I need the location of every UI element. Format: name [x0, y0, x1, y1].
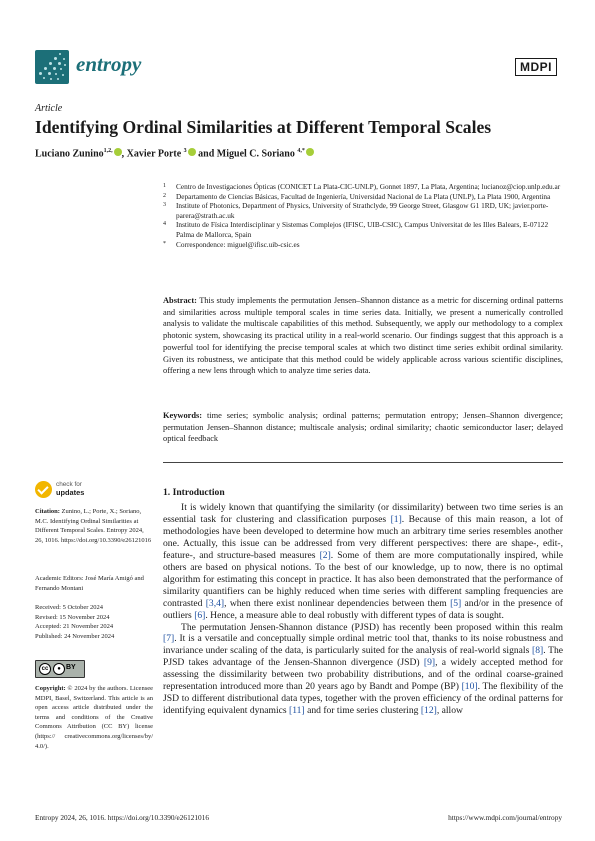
logo-dot	[64, 64, 66, 66]
text-run: , when there exist nonlinear dependencies between them	[224, 597, 451, 609]
citation-link[interactable]: [3,4]	[205, 597, 225, 609]
logo-dot	[48, 72, 51, 75]
keywords-label: Keywords:	[163, 411, 203, 420]
copyright-text: © 2024 by the authors. Licensee MDPI, Basel, Switzerland. This article is an open access article distributed under the terms and conditions of the Creative Commons Attribution (CC BY) license (https:// creativecommons.org/licenses/by/ 4.0/).	[35, 685, 153, 750]
paragraph	[163, 622, 563, 718]
author-affil-sup: 1,2,	[103, 148, 113, 154]
text-run: It is widely known that quantifying the similarity (or dissimilarity) between two time series is an essential task for clustering and classification purposes	[163, 502, 563, 525]
logo-dot	[50, 78, 52, 80]
logo-dot	[63, 58, 65, 60]
logo-dot	[44, 67, 47, 70]
logo-dot	[53, 67, 56, 70]
article-dates	[35, 603, 153, 641]
journal-logo	[35, 50, 69, 84]
logo-dot	[57, 78, 59, 80]
logo-dot	[62, 74, 64, 76]
citation-link[interactable]: [6]	[194, 609, 206, 621]
person-icon: ●	[53, 663, 65, 675]
affiliation-text: Centro de Investigaciones Ópticas (CONICET La Plata-CIC-UNLP), Gonnet 1897, La Plata, Argentina; lucianoz@ciop.unlp.edu.ar	[176, 182, 561, 191]
citation-link[interactable]: [12]	[420, 705, 437, 717]
date-accepted: Accepted: 21 November 2024	[35, 623, 114, 631]
orcid-icon[interactable]	[114, 148, 122, 156]
affiliation-text: Departamento de Ciencias Básicas, Facultad de Ingeniería, Universidad Nacional de La Plata (UNLP), La Plata 1900, Argentina	[176, 191, 551, 201]
article-type: Article	[35, 103, 63, 114]
text-run: and for time series clustering	[304, 705, 421, 717]
affiliation-number: 4	[163, 221, 166, 228]
checkmark-icon	[35, 481, 52, 498]
logo-dot	[43, 77, 45, 79]
text-run: The permutation Jensen-Shannon distance (PJSD) has recently been proposed within this realm	[181, 621, 563, 633]
author-affil-sup: 3	[183, 148, 187, 154]
citation-link[interactable]: [7]	[163, 633, 175, 645]
cc-license-badge[interactable]	[35, 660, 85, 678]
citation-text[interactable]: Zunino, L.; Porte, X.; Soriano, M.C. Identifying Ordinal Similarities at Different Temporal Scales. Entropy 2024, 26, 1016. https://doi.org/10.3390/e26121016	[35, 508, 152, 544]
author-name[interactable]: Xavier Porte	[126, 148, 182, 160]
author-name[interactable]: Luciano Zunino	[35, 148, 104, 160]
author-name[interactable]: Miguel C. Soriano	[216, 148, 295, 160]
affiliation-number: 1	[163, 183, 166, 189]
text-run: , a widely accepted method for assessing the dissimilarity between two probability distributions, and of the ordinal coarse-grained representation introduced more than 20 years ago by Bandt and Pompe (BP)	[163, 657, 563, 693]
keywords-text: time series; symbolic analysis; ordinal patterns; permutation entropy; Jensen–Shannon divergence; permutation Jensen–Shannon distance; multiscale analysis; ordinal similarity; chaotic semiconductor laser; delayed optical feedback	[163, 411, 564, 444]
affiliation-item	[163, 192, 563, 202]
affiliation-item	[163, 240, 563, 250]
check-updates-line1: check for	[56, 481, 82, 488]
publisher-logo: MDPI	[515, 58, 557, 76]
affiliation-number: *	[163, 240, 166, 247]
affiliation-number: 2	[163, 192, 166, 199]
check-updates-line2: updates	[56, 488, 85, 497]
text-run: , allow	[436, 705, 463, 717]
affiliation-item	[163, 220, 563, 239]
citation-link[interactable]: [2]	[319, 549, 331, 561]
text-run: . Because of this main reason, a lot of methodologies have been developed to determine how much an arbitrary time series resembles another one. Actually, this issue can be addressed from very different perspectives: there are shape-, edit-, feature-, and structure-based measures	[163, 513, 563, 561]
logo-dot	[39, 72, 42, 75]
citation-label: Citation:	[35, 508, 60, 515]
journal-name: entropy	[76, 52, 142, 76]
text-run: . It is a versatile and conceptually simple ordinal metric tool that, thanks to its noise robustness and invariance under scaling of the data, is particularly suited for the analysis of real-world signals	[163, 633, 563, 657]
orcid-icon[interactable]	[188, 148, 196, 156]
author-list	[35, 148, 314, 159]
logo-dot	[54, 57, 57, 60]
logo-dot	[60, 68, 62, 70]
citation-link[interactable]: [1]	[390, 513, 402, 525]
orcid-icon[interactable]	[306, 148, 314, 156]
logo-dot	[58, 62, 61, 65]
introduction-body	[163, 502, 563, 717]
text-run: . The flexibility of the JSD to different distributional data types, together with the proven efficiency of the ordinal patterns for identifying equivalent dynamics	[163, 681, 563, 717]
text-run: and/or in the presence of outliers	[163, 597, 563, 621]
keywords	[163, 410, 563, 445]
citation-link[interactable]: [11]	[289, 705, 305, 717]
section-divider	[163, 462, 563, 463]
citation-link[interactable]: [10]	[461, 681, 478, 693]
article-title: Identifying Ordinal Similarities at Different Temporal Scales	[35, 117, 492, 137]
footer-citation[interactable]: Entropy 2024, 26, 1016. https://doi.org/10.3390/e26121016	[35, 813, 209, 822]
abstract-label: Abstract:	[163, 296, 197, 305]
affiliation-text: Correspondence: miguel@ifisc.uib-csic.es	[176, 239, 300, 249]
affiliation-text: Institute of Photonics, Department of Physics, University of Strathclyde, 99 George Street, Glasgow G1 1RD, UK; javier.porte-parera@strath.ac.uk	[176, 201, 549, 220]
citation-link[interactable]: [9]	[423, 657, 436, 669]
text-run: . Some of them are more computationally inspired, while others are based on physical notions. To the best of our knowledge, up to now, there is no optimal algorithm for estimating this concept in practice. It has also been demonstrated that the performance of similarity quantifiers can be highly reduced when time series with different sampling frequencies are contrasted	[163, 549, 563, 609]
date-revised: Revised: 15 November 2024	[35, 613, 110, 621]
section-heading: 1. Introduction	[163, 487, 225, 498]
citation-block	[35, 507, 153, 545]
abstract-text: This study implements the permutation Jensen–Shannon distance as a metric for discerning ordinal patterns and similarities across multiple temporal scales in time series data. Initially, we present a numerically controlled analysis to validate the multiscale capabilities of this method. Subsequently, we apply our methodology to a complex photonic system, showcasing its practical utility in a real-world scenario. Our findings suggest that this approach is a powerful tool for identifying the precise temporal scales at which two distinct time series exhibit ordinal similarity. Given its robustness, we anticipate that this method could be widely applicable across various scientific disciplines, offering a new lens through which to analyze time series data.	[163, 296, 563, 376]
affiliation-item	[163, 201, 563, 220]
text-run: . Hence, a measure able to deal robustly with different types of data is sought.	[205, 609, 504, 621]
author-affil-sup: 4,*	[297, 148, 305, 154]
cc-by-label: BY	[66, 664, 76, 671]
copyright-block	[35, 684, 153, 751]
footer-journal-url[interactable]: https://www.mdpi.com/journal/entropy	[448, 813, 562, 822]
affiliation-text: Instituto de Física Interdisciplinar y Sistemas Complejos (IFISC, UIB-CSIC), Campus Universitat de les Illes Balears, E-07122 Palma de Mallorca, Spain	[176, 220, 549, 239]
date-received: Received: 5 October 2024	[35, 604, 104, 611]
text-run: . The PJSD takes advantage of the Jensen-Shannon divergence (JSD)	[163, 645, 563, 669]
logo-dot	[55, 73, 57, 75]
affiliations	[163, 182, 563, 249]
abstract	[163, 295, 563, 377]
academic-editors: Academic Editors: José María Amigó and Fernando Montani	[35, 575, 144, 592]
citation-link[interactable]: [8]	[532, 645, 544, 657]
author-separator: and	[195, 148, 217, 160]
affiliation-number: 3	[163, 202, 166, 209]
affiliation-item	[163, 182, 563, 192]
logo-dot	[59, 53, 61, 55]
logo-dot	[49, 62, 52, 65]
check-for-updates-button[interactable]	[35, 481, 145, 503]
paragraph	[163, 502, 563, 622]
citation-link[interactable]: [5]	[450, 597, 462, 609]
copyright-label: Copyright:	[35, 685, 66, 692]
cc-icon: cc	[39, 663, 51, 675]
author-separator: ,	[121, 148, 127, 160]
date-published: Published: 24 November 2024	[35, 632, 115, 640]
